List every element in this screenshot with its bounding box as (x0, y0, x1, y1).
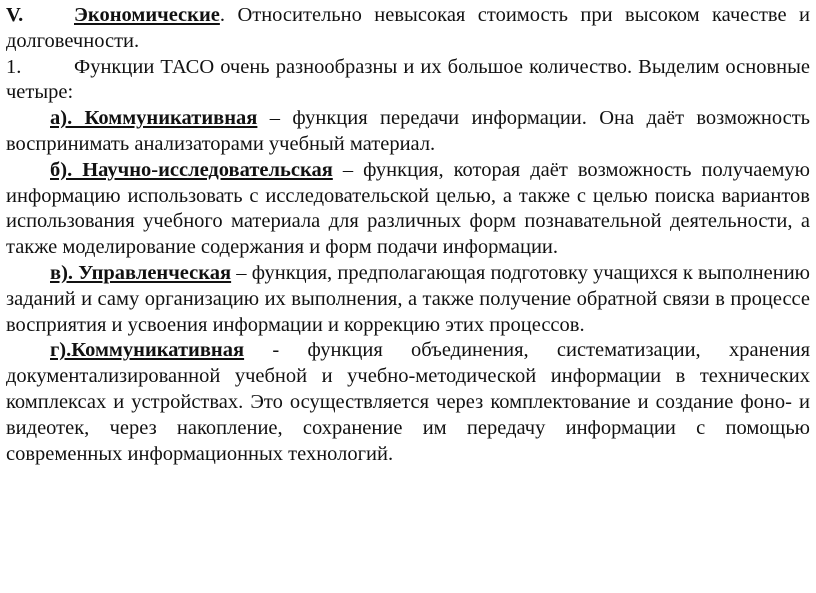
section-heading-economic: Экономические (74, 4, 220, 26)
function-text-communicative-2: - функция объединения, систематизации, хранения документализированной учебной и учебно-методической информации в технических комплексах и устройствах. Это осуществляется через комплектование и создание фоно- и видеотек, через накопление, сохранение им передачу информации с помощью современных информационных технологий. (6, 339, 810, 465)
function-heading-communicative-2: г).Коммуникативная (50, 339, 245, 362)
functions-intro-text: Функции ТАСО очень разнообразны и их большое количество. Выделим основные четыре: (6, 55, 810, 104)
paragraph-function-management (6, 261, 810, 338)
paragraph-function-communicative (6, 106, 810, 158)
function-heading-communicative: а). Коммуникативная (50, 107, 258, 130)
section-economic-text: . Относительно невысокая стоимость при высоком качестве и долговечности. (6, 4, 810, 52)
paragraph-functions-intro (6, 55, 810, 107)
function-heading-management: в). Управленческая (50, 261, 232, 284)
paragraph-function-communicative-2 (6, 338, 810, 467)
function-text-research: – функция, которая даёт возможность получаемую информацию использовать с исследовательской целью, а также с целью поиска вариантов использования учебного материала для различных форм познавательной деятельности, а также моделирование содержания и форм подачи информации. (6, 158, 810, 259)
function-text-communicative: – функция передачи информации. Она даёт возможность воспринимать анализаторами учебный материал. (6, 107, 811, 155)
paragraph-economic (6, 3, 810, 55)
item-number: 1. (6, 55, 22, 78)
function-heading-research: б). Научно-исследовательская (50, 158, 333, 181)
paragraph-function-research (6, 158, 810, 261)
section-roman-numeral: V. (6, 4, 24, 26)
function-text-management: – функция, предполагающая подготовку учащихся к выполнению заданий и саму организацию их выполнения, а также получение обратной связи в процессе восприятия и усвоения информации и коррекцию этих процессов. (6, 261, 810, 336)
